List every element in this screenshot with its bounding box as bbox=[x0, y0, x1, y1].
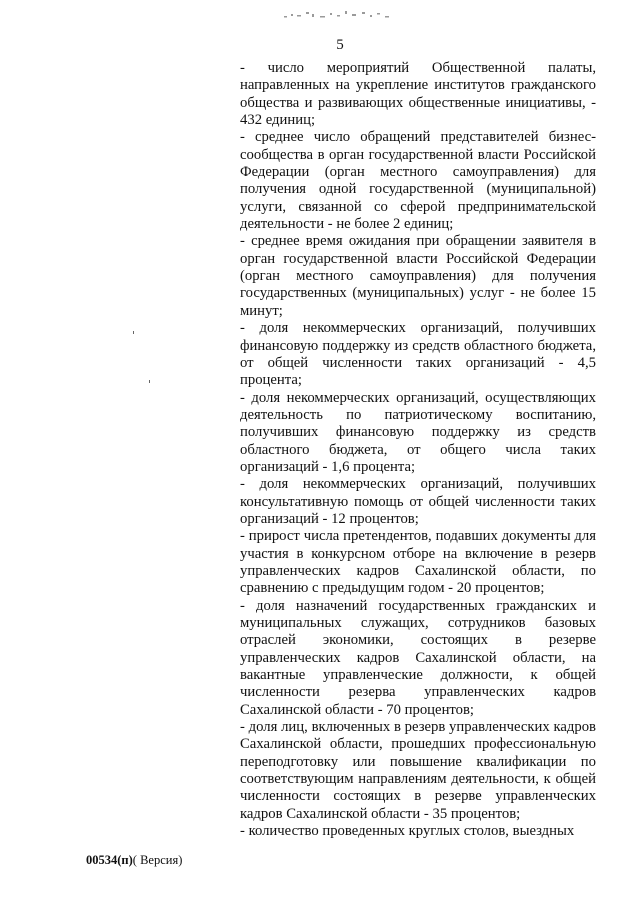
list-item: - среднее время ожидания при обращении заявителя в орган государственной власти Российской Федерации (орган местного самоуправления) для получения государственных (муниципальных) услуг - не более 15 минут; bbox=[240, 233, 596, 319]
list-item: - доля некоммерческих организаций, получивших финансовую поддержку из средств областного бюджета, от общей численности таких организаций - 4,5 процента; bbox=[240, 320, 596, 389]
list-item: - доля лиц, включенных в резерв управленческих кадров Сахалинской области, прошедших профессиональную переподготовку или повышение квалификации по соответствующим направлениям деятельности, к общей численности состоящих в резерве управленческих кадров Сахалинской области - 35 процентов; bbox=[240, 719, 596, 822]
list-item: - доля некоммерческих организаций, осуществляющих деятельность по патриотическому воспитанию, получивших финансовую поддержку из средств областного бюджета, от общего числа таких организаций - 1,6 процента; bbox=[240, 389, 596, 475]
list-item: - доля назначений государственных гражданских и муниципальных служащих, сотрудников базовых отраслей экономики, состоящих в резерве управленческих кадров Сахалинской области, на вакантные управленческие должности, к общей численности резерва управленческих кадров Сахалинской области - 70 процентов; bbox=[240, 597, 596, 718]
list-item: - число мероприятий Общественной палаты, направленных на укрепление институтов гражданского общества и развивающих общественные инициативы, - 432 единиц; bbox=[240, 60, 596, 129]
margin-speck bbox=[149, 380, 150, 383]
document-code-number: 00534(п) bbox=[86, 853, 133, 867]
list-item: - количество проведенных круглых столов, выездных bbox=[240, 823, 575, 840]
list-item: - прирост числа претендентов, подавших документы для участия в конкурсном отборе на включение в резерв управленческих кадров Сахалинской области, по сравнению с предыдущим годом - 20 процентов; bbox=[240, 528, 596, 597]
margin-speck bbox=[133, 331, 134, 334]
document-body bbox=[240, 60, 596, 840]
scan-artifact-marks bbox=[282, 4, 402, 24]
page-number: 5 bbox=[336, 37, 344, 53]
list-item: - среднее число обращений представителей бизнес-сообщества в орган государственной власти Российской Федерации (орган местного самоуправления) для получения одной государственной (муниципальной) услуги, связанной со сферой предпринимательской деятельности - не более 2 единиц; bbox=[240, 129, 596, 233]
document-code-note: ( Версия) bbox=[132, 853, 183, 867]
list-item: - доля некоммерческих организаций, получивших консультативную помощь от общей численности таких организаций - 12 процентов; bbox=[240, 476, 596, 527]
document-code bbox=[86, 853, 182, 868]
